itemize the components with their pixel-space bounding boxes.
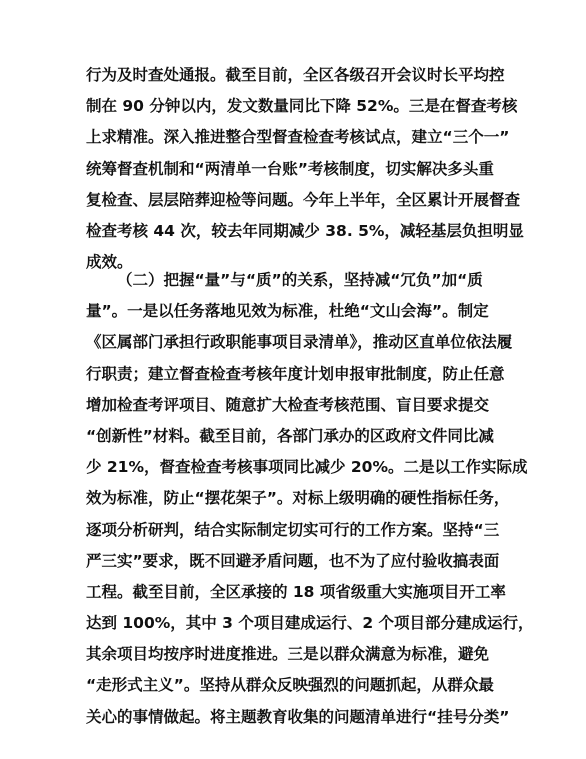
- paragraph-2: [86, 265, 534, 733]
- text-line: 达到 100%，其中 3 个项目建成运行、2 个项目部分建成运行，: [86, 614, 534, 633]
- text-line: 统筹督查机制和“两清单一台账”考核制度，切实解决多头重: [86, 159, 494, 178]
- text-line: 行职责；建立督查检查考核年度计划申报审批制度，防止任意: [86, 364, 505, 383]
- text-line: 工程。截至目前，全区承接的 18 项省级重大实施项目开工率: [86, 582, 506, 601]
- text-line: “走形式主义”。坚持从群众反映强烈的问题抓起，从群众最: [86, 676, 494, 695]
- text-line: 复检查、层层陪葬迎检等问题。今年上半年，全区累计开展督查: [86, 190, 521, 209]
- paragraph-1: [86, 60, 524, 278]
- text-line: 增加检查考评项目、随意扩大检查考核范围、盲目要求提交: [86, 395, 490, 414]
- text-line: 少 21%，督查检查考核事项同比减少 20%。二是以工作实际成: [86, 458, 528, 477]
- text-line: 检查考核 44 次，较去年同期减少 38. 5%，减轻基层负担明显: [86, 221, 524, 240]
- text-line: 逐项分析研判，结合实际制定切实可行的工作方案。坚持“三: [86, 520, 500, 539]
- text-line: 关心的事情做起。将主题教育收集的问题清单进行“挂号分类”: [86, 707, 510, 726]
- text-line: 效为标准，防止“摆花架子”。对标上级明确的硬性指标任务，: [86, 489, 510, 508]
- text-line: 行为及时查处通报。截至目前，全区各级召开会议时长平均控: [86, 66, 505, 84]
- text-line: 上求精准。深入推进整合型督查检查考核试点，建立“三个一”: [86, 128, 510, 147]
- text-line: 严三实”要求，既不回避矛盾问题，也不为了应付验收搞表面: [86, 551, 500, 570]
- text-line: 量”。一是以任务落地见效为标准，杜绝“文山会海”。制定: [86, 302, 489, 321]
- text-line: 制在 90 分钟以内，发文数量同比下降 52%。三是在督查考核: [86, 97, 518, 116]
- text-line: “创新性”材料。截至目前，各部门承办的区政府文件同比减: [86, 426, 494, 445]
- text-line: 其余项目均按序时进度推进。三是以群众满意为标准，避免: [86, 645, 490, 664]
- text-line: 《区属部门承担行政职能事项目录清单》，推动区直单位依法履: [86, 333, 513, 352]
- text-line: 成效。: [86, 253, 133, 272]
- text-line: （二）把握“量”与“质”的关系，坚持减“冗负”加“质: [117, 271, 483, 289]
